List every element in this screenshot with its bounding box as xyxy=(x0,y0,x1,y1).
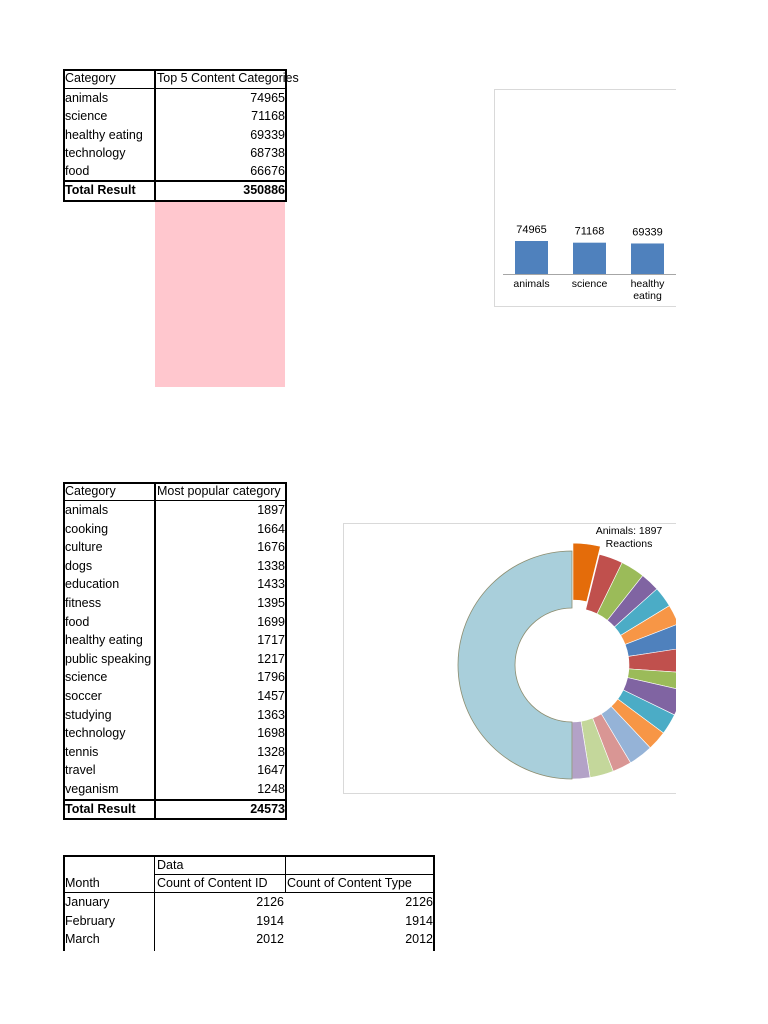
monthly-row-type: 2126 xyxy=(405,895,433,909)
popular-row-category: cooking xyxy=(65,522,109,536)
top5-row-value: 69339 xyxy=(250,128,285,142)
popular-row-value: 1717 xyxy=(257,633,285,647)
popular-row-value: 1897 xyxy=(257,503,285,517)
popular-row-category: technology xyxy=(65,726,126,740)
bar-category-label: healthy xyxy=(630,278,665,290)
popular-row-category: culture xyxy=(65,540,103,554)
top5-row-value: 74965 xyxy=(250,91,285,105)
top5-row-category: technology xyxy=(65,146,126,160)
popular-row-value: 1699 xyxy=(257,615,285,629)
popular-row-category: food xyxy=(65,615,90,629)
popular-row-value: 1796 xyxy=(257,670,285,684)
top5-row-category: science xyxy=(65,109,108,123)
bar-category-label: eating xyxy=(633,290,662,302)
popular-row-value: 1664 xyxy=(257,522,285,536)
bar-category-label: science xyxy=(571,278,608,290)
popular-row-category: dogs xyxy=(65,559,93,573)
popular-total-value: 24573 xyxy=(250,802,285,816)
popular-row-category: fitness xyxy=(65,596,102,610)
popular-row-category: travel xyxy=(65,763,96,777)
top5-row-value: 68738 xyxy=(250,146,285,160)
popular-row-value: 1338 xyxy=(257,559,285,573)
monthly-header-type: Count of Content Type xyxy=(287,876,412,890)
popular-header-category: Category xyxy=(65,484,116,498)
monthly-row-id: 2012 xyxy=(256,932,284,946)
bar-mark xyxy=(515,241,548,274)
top5-header-value: Top 5 Content Categories xyxy=(157,71,299,85)
popular-row-category: education xyxy=(65,577,120,591)
top5-row-category: animals xyxy=(65,91,109,105)
popular-row-value: 1457 xyxy=(257,689,285,703)
top5-total-label: Total Result xyxy=(65,183,136,197)
highlighted-cell-range xyxy=(155,202,285,387)
popular-row-value: 1647 xyxy=(257,763,285,777)
donut-annotation: Animals: 1897 Reactions xyxy=(595,525,663,550)
monthly-row-type: 1914 xyxy=(405,914,433,928)
popular-total-label: Total Result xyxy=(65,802,136,816)
popular-row-value: 1433 xyxy=(257,577,285,591)
popular-row-category: healthy eating xyxy=(65,633,143,647)
top5-row-category: food xyxy=(65,164,90,178)
popular-row-value: 1328 xyxy=(257,745,285,759)
bar-data-label: 69339 xyxy=(632,226,663,239)
top5-row-value: 71168 xyxy=(251,109,285,123)
popular-row-value: 1698 xyxy=(257,726,285,740)
popular-donut-chart[interactable] xyxy=(343,523,676,794)
popular-row-value: 1676 xyxy=(257,540,285,554)
monthly-header-id: Count of Content ID xyxy=(157,876,268,890)
monthly-row-month: January xyxy=(65,895,110,909)
popular-row-value: 1363 xyxy=(257,708,285,722)
bar-data-label: 74965 xyxy=(516,224,547,236)
top5-total-value: 350886 xyxy=(243,183,285,197)
monthly-header-month: Month xyxy=(65,876,100,890)
top5-bar-chart[interactable] xyxy=(494,89,676,307)
popular-row-category: public speaking xyxy=(65,652,152,666)
monthly-row-type: 2012 xyxy=(405,932,433,946)
monthly-row-month: March xyxy=(65,932,100,946)
monthly-data-label: Data xyxy=(157,858,184,872)
bar-chart-svg xyxy=(495,90,676,307)
bar-mark xyxy=(573,243,606,274)
bar-category-label: animals xyxy=(513,278,550,290)
donut-slice xyxy=(458,551,572,779)
monthly-row-id: 1914 xyxy=(256,914,284,928)
popular-row-value: 1395 xyxy=(257,596,285,610)
monthly-row-month: February xyxy=(65,914,116,928)
popular-row-category: science xyxy=(65,670,108,684)
popular-row-value: 1248 xyxy=(257,782,285,796)
monthly-row-id: 2126 xyxy=(256,895,284,909)
popular-row-category: veganism xyxy=(65,782,119,796)
bar-data-label: 71168 xyxy=(574,225,605,238)
top5-row-value: 66676 xyxy=(250,164,285,178)
bar-mark xyxy=(631,243,664,274)
popular-row-category: tennis xyxy=(65,745,99,759)
popular-row-category: studying xyxy=(65,708,112,722)
popular-header-value: Most popular category xyxy=(157,484,281,498)
popular-row-category: soccer xyxy=(65,689,102,703)
popular-row-category: animals xyxy=(65,503,109,517)
top5-row-category: healthy eating xyxy=(65,128,143,142)
donut-chart-svg xyxy=(344,524,676,794)
top5-header-category: Category xyxy=(65,71,116,85)
popular-row-value: 1217 xyxy=(257,652,285,666)
